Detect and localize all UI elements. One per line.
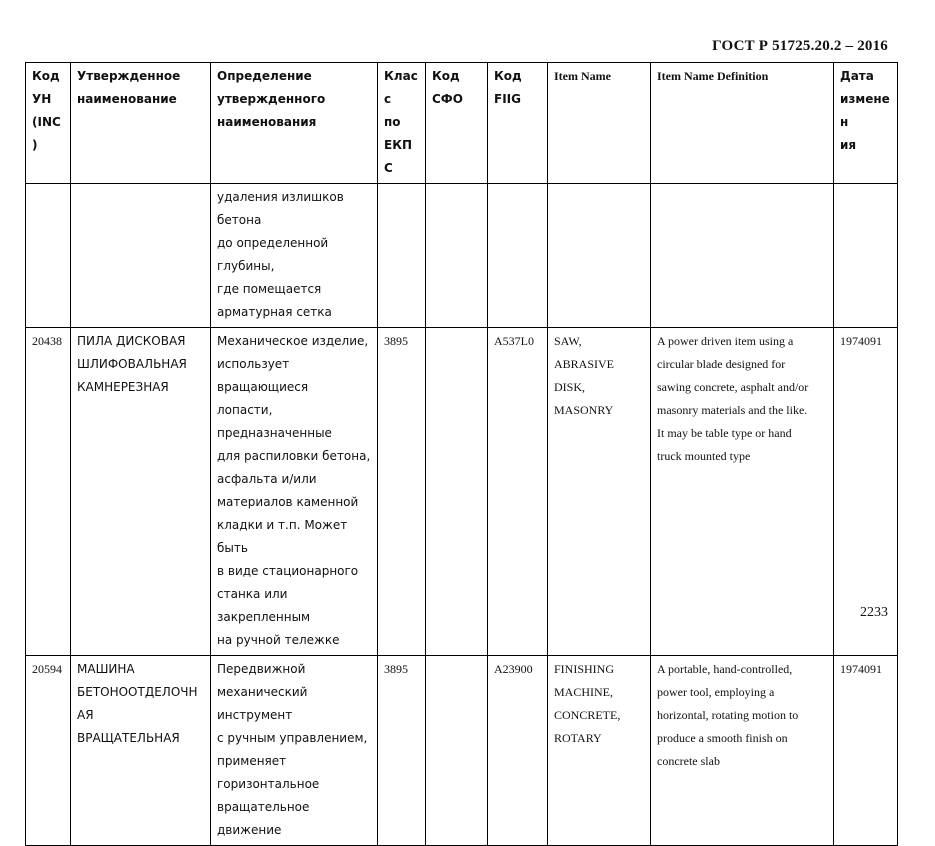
header-item-name: Item Name	[548, 63, 651, 184]
cell-sfo-code	[426, 184, 488, 328]
cell-item-definition: A power driven item using a circular blade designed for sawing concrete, asphalt and/or masonry materials and the like. It may be table type or hand truck mounted type	[651, 328, 834, 656]
header-approved-name: Утвержденное наименование	[71, 63, 211, 184]
page-number: 2233	[860, 605, 888, 620]
cell-definition: удаления излишков бетона до определенной глубины, где помещается арматурная сетка	[211, 184, 378, 328]
cell-inc	[26, 184, 71, 328]
cell-item-definition: A portable, hand-controlled, power tool, employing a horizontal, rotating motion to produce a smooth finish on concrete slab	[651, 656, 834, 846]
cell-fiig-code: A23900	[488, 656, 548, 846]
table-row	[26, 656, 898, 846]
cell-item-name	[548, 184, 651, 328]
header-sfo-code: Код СФО	[426, 63, 488, 184]
cell-item-name: FINISHING MACHINE, CONCRETE, ROTARY	[548, 656, 651, 846]
table-row	[26, 328, 898, 656]
table-row	[26, 184, 898, 328]
table-header-row	[26, 63, 898, 184]
cell-sfo-code	[426, 656, 488, 846]
cell-ekps-class: 3895	[378, 656, 426, 846]
document-standard-header: ГОСТ Р 51725.20.2 – 2016	[712, 38, 888, 54]
items-table	[25, 62, 898, 846]
cell-definition: Механическое изделие, использует вращающиеся лопасти, предназначенные для распиловки бетона, асфальта и/или материалов каменной кладки и т.п. Может быть в виде стационарного станка или закрепленным на ручной тележке	[211, 328, 378, 656]
cell-fiig-code	[488, 184, 548, 328]
cell-inc: 20438	[26, 328, 71, 656]
cell-inc: 20594	[26, 656, 71, 846]
header-item-name-definition: Item Name Definition	[651, 63, 834, 184]
cell-ekps-class	[378, 184, 426, 328]
header-ekps-class: Класс по ЕКПС	[378, 63, 426, 184]
cell-approved-name: ПИЛА ДИСКОВАЯ ШЛИФОВАЛЬНАЯ КАМНЕРЕЗНАЯ	[71, 328, 211, 656]
cell-approved-name: МАШИНА БЕТОНООТДЕЛОЧН АЯ ВРАЩАТЕЛЬНАЯ	[71, 656, 211, 846]
header-change-date: Дата изменен ия	[834, 63, 898, 184]
cell-change-date: 1974091	[834, 656, 898, 846]
cell-definition: Передвижной механический инструмент с ручным управлением, применяет горизонтальное вращательное движение	[211, 656, 378, 846]
header-fiig-code: Код FIIG	[488, 63, 548, 184]
header-inc: Код УН (INC)	[26, 63, 71, 184]
cell-item-definition	[651, 184, 834, 328]
cell-fiig-code: A537L0	[488, 328, 548, 656]
header-definition: Определение утвержденного наименования	[211, 63, 378, 184]
cell-item-name: SAW, ABRASIVE DISK, MASONRY	[548, 328, 651, 656]
cell-approved-name	[71, 184, 211, 328]
cell-sfo-code	[426, 328, 488, 656]
cell-change-date: 1974091	[834, 328, 898, 656]
cell-ekps-class: 3895	[378, 328, 426, 656]
cell-change-date	[834, 184, 898, 328]
